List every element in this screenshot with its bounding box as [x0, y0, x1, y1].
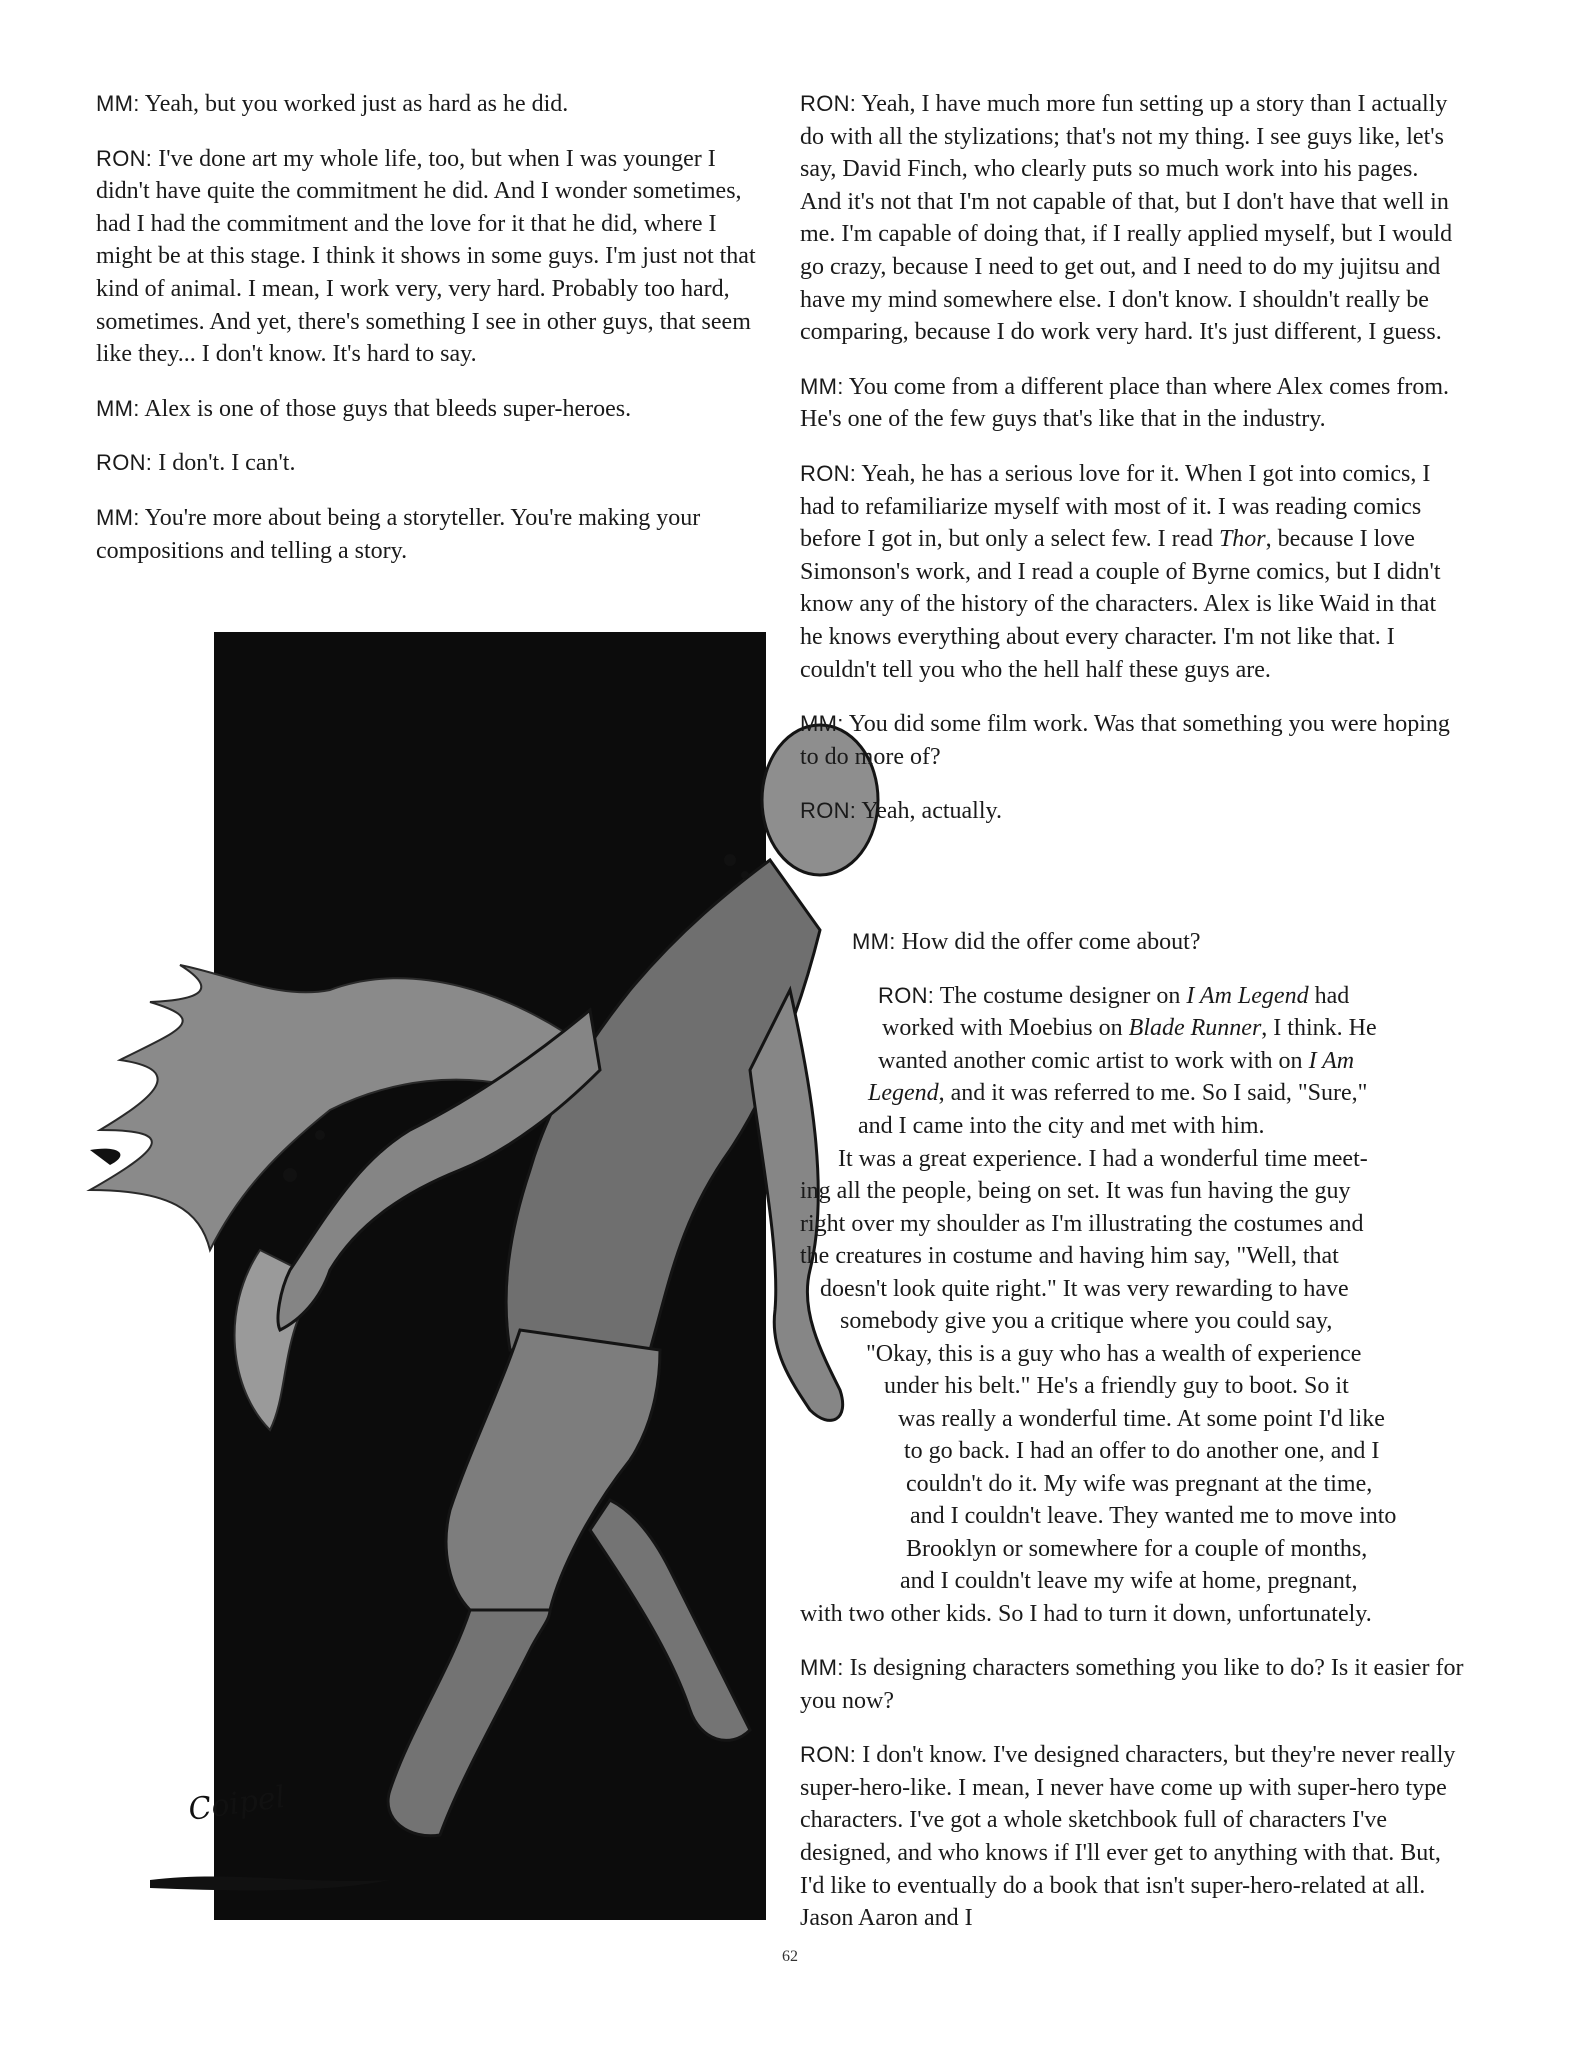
speaker-label: RON:	[96, 450, 153, 476]
speaker-label: MM:	[96, 91, 140, 116]
signature-text: Coipel	[186, 1779, 288, 1828]
speaker-label: MM:	[96, 395, 140, 421]
paragraph-text: You did some film work. Was that something you were hoping to do more of?	[800, 711, 1450, 770]
line-text: worked with Moebius on	[882, 1015, 1129, 1041]
paragraph-text: Is designing characters something you like to do? Is it easier for you now?	[800, 1655, 1464, 1714]
paragraph	[96, 502, 756, 567]
paragraph	[800, 795, 1460, 828]
speaker-label: MM:	[852, 929, 896, 954]
text-line: It was a great experience. I had a wonderful time meet-	[838, 1146, 1368, 1172]
paragraph-text: You're more about being a storyteller. You're making your compositions and telling a story.	[96, 504, 701, 564]
italic-title: I Am Legend	[1186, 983, 1309, 1009]
line-text: How did the offer come about?	[895, 929, 1201, 955]
text-line: Brooklyn or somewhere for a couple of months,	[906, 1536, 1368, 1562]
text-line: was really a wonderful time. At some point I'd like	[898, 1406, 1385, 1432]
line-text: , and it was referred to me. So I said, "Sure,"	[938, 1080, 1368, 1106]
text-line: and I couldn't leave my wife at home, pregnant,	[900, 1568, 1358, 1594]
speaker-label: RON:	[800, 1742, 857, 1768]
text-line: "Okay, this is a guy who has a wealth of experience	[866, 1341, 1362, 1367]
text-line	[878, 1045, 1354, 1078]
paragraph	[96, 447, 756, 480]
text-line: ing all the people, being on set. It was fun having the guy	[800, 1178, 1351, 1204]
text-line: somebody give you a critique where you could say,	[840, 1308, 1333, 1334]
paragraph	[800, 1652, 1465, 1717]
paragraph	[96, 393, 756, 426]
paragraph	[800, 1739, 1465, 1935]
text-line	[868, 1077, 1367, 1110]
paragraph-text: Yeah, he has a serious love for it. When I got into comics, I had to refamiliarize myself with most of it. I was reading comics before I got in, but only a select few. I read	[800, 460, 1431, 553]
speaker-label: RON:	[96, 145, 153, 171]
paragraph-text: Alex is one of those guys that bleeds super-heroes.	[139, 395, 632, 422]
text-line: right over my shoulder as I'm illustrating the costumes and	[800, 1211, 1364, 1237]
paragraph-text: Yeah, but you worked just as hard as he did.	[139, 91, 569, 117]
right-column	[800, 88, 1460, 850]
paragraph-text: You come from a different place than where Alex comes from. He's one of the few guys that's like that in the industry.	[800, 373, 1450, 433]
speaker-label: MM:	[800, 1655, 844, 1680]
paragraph-text: Yeah, actually.	[856, 798, 1002, 825]
line-text: The costume designer on	[934, 983, 1187, 1009]
paragraph-text: I've done art my whole life, too, but when I was younger I didn't have quite the commitment he did. And I wonder sometimes, had I had the commitment and the love for it that he did, where I might be at this stage. I think it shows in some guys. I'm just not that kind of animal. I mean, I work very, very hard. Probably too hard, sometimes. And yet, there's something I see in other guys, that seem like they... I don't know. It's hard to say.	[96, 145, 756, 368]
paragraph	[800, 708, 1460, 773]
paragraph	[800, 458, 1460, 686]
paragraph-text: , because I love Simonson's work, and I read a couple of Byrne comics, but I didn't know any of the history of the characters. Alex is like Waid in that he knows everything about every character. I'm not like that. I couldn't tell you who the hell half these guys are.	[800, 526, 1441, 683]
speaker-label: RON:	[800, 91, 857, 116]
italic-title: Legend	[868, 1080, 939, 1106]
line-text: , I think. He	[1261, 1015, 1377, 1041]
text-line	[882, 1012, 1377, 1045]
paragraph	[800, 88, 1460, 349]
left-column	[96, 88, 756, 589]
paragraph-text: I don't know. I've designed characters, but they're never really super-hero-like. I mean, I never have come up with super-hero type characters. I've got a whole sketchbook full of characters I've designed, and who knows if I'll ever get to anything with that. But, I'd like to eventually do a book that isn't super-hero-related at all. Jason Aaron and I	[800, 1742, 1456, 1932]
text-line	[852, 926, 1200, 959]
page-number: 62	[782, 1948, 798, 1965]
italic-title: I Am	[1308, 1048, 1355, 1074]
paragraph-text: Yeah, I have much more fun setting up a story than I actually do with all the stylizations; that's not my thing. I see guys like, let's say, David Finch, who clearly puts so much work into his pages. And it's not that I'm not capable of that, but I don't have that well in me. I'm capable of doing that, if I really applied myself, but I would go crazy, because I need to get out, and I need to do my jujitsu and have my mind somewhere else. I don't know. I shouldn't really be comparing, because I do work very hard. It's just different, I guess.	[800, 91, 1453, 346]
text-line: couldn't do it. My wife was pregnant at the time,	[906, 1471, 1373, 1497]
text-line: to go back. I had an offer to do another one, and I	[904, 1438, 1380, 1464]
paragraph	[800, 371, 1460, 436]
speaker-label: RON:	[878, 983, 935, 1008]
speaker-label: MM:	[800, 373, 844, 399]
italic-title: Blade Runner	[1128, 1015, 1262, 1041]
text-line: and I couldn't leave. They wanted me to move into	[910, 1503, 1397, 1529]
paragraph-text: I don't. I can't.	[152, 450, 296, 477]
text-line: with two other kids. So I had to turn it down, unfortunately.	[800, 1601, 1372, 1627]
speaker-label: RON:	[800, 460, 857, 486]
paragraph	[96, 143, 756, 371]
right-column-bottom	[800, 1652, 1465, 1957]
italic-title: Thor	[1218, 526, 1266, 553]
paragraph	[96, 88, 756, 121]
line-text: had	[1308, 983, 1350, 1009]
text-line	[878, 980, 1349, 1013]
zombie-figure-illustration	[30, 630, 880, 1930]
line-text: wanted another comic artist to work with on	[878, 1048, 1309, 1074]
speaker-label: MM:	[96, 504, 140, 530]
speaker-label: RON:	[800, 798, 857, 824]
text-line: under his belt." He's a friendly guy to boot. So it	[884, 1373, 1349, 1399]
speaker-label: MM:	[800, 711, 844, 737]
text-line: and I came into the city and met with him.	[858, 1113, 1265, 1139]
text-line: doesn't look quite right." It was very rewarding to have	[820, 1276, 1349, 1302]
text-line: the creatures in costume and having him say, "Well, that	[800, 1243, 1339, 1269]
